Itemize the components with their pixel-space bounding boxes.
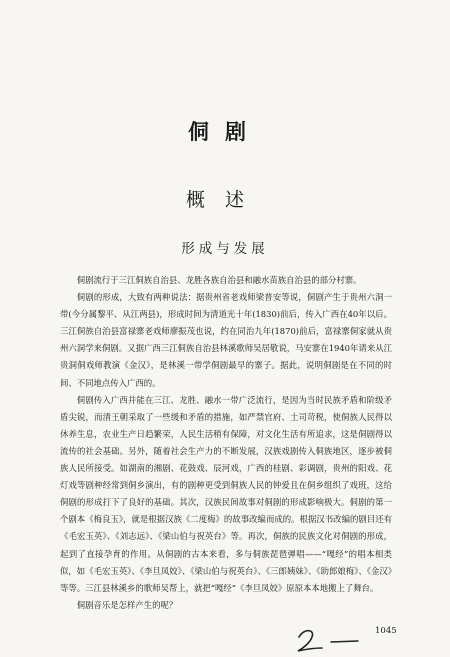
chapter-subtitle: 概述: [185, 189, 264, 211]
paragraph: 侗剧的形成，大致有两种说法：据贵州省老戏师梁普安等说，侗剧产生于贵州六洞一带(今分属黎平、从江两县)，形成时间为清道光十年(1830)前后，传入广西在40年以后。三江侗族自治县富禄寨老戏师廖振茂也说，约在同治九年(1870)前后，富禄寨侗家就从贵州六洞学来侗剧。又据广西三江侗族自治县林溪歌师吴居敬说，马安寨在1940年请来从江贵洞侗戏师教演《金汉》，是林溪一带学侗剧最早的寨子。据此，说明侗剧是在不同的时间、不同地点传入广西的。: [60, 292, 392, 388]
paragraph: 侗剧流行于三江侗族自治县、龙胜各族自治县和融水苗族自治县的部分村寨。: [76, 275, 362, 285]
page-number: 1045: [375, 626, 397, 636]
handwritten-mark: [295, 625, 365, 653]
paragraph: 侗剧传入广西并能在三江、龙胜、融水一带广泛流行，是因为当时民族矛盾和阶级矛盾尖锐，而清王朝采取了一些缓和矛盾的措施，如严禁官府、土司苛税，使侗族人民得以休养生息，农业生产日趋繁荣，人民生活稍有保障，对文化生活有所追求，这是侗剧得以流传的社会基础。另外，随着社会生产力的不断发展，汉族戏剧传入侗族地区，逐步被侗族人民所接受。如湖南的湘剧、花鼓戏、辰河戏，广西的桂剧、彩调剧，贵州的阳戏、花灯戏等剧种经常到侗乡演出，有的剧种更受到侗族人民的钟爱且在侗乡组织了戏班，这给侗剧的形成打下了良好的基础。其次，汉族民间故事对侗剧的形成影响极大。侗剧的第一个剧本《梅良玉》，就是根据汉族《二度梅》的故事改编而成的。根据汉书改编的剧目还有《毛宏玉英》、《刘志远》、《梁山伯与祝英台》等。再次，侗族的民族文化对侗剧的形成，起到了直接孕育的作用。从侗剧的古本来看，多与侗族琵琶弹唱——“嘎经”的唱本相类似，如《毛宏玉英》、《李旦凤姣》、《梁山伯与祝英台》、《三郎姨妹》、《助郎娘梅》、《金汉》等等。三江县林溪乡的歌师吴帮上，就把“嘎经”《李旦凤姣》原原本本地搬上了舞台。: [60, 394, 392, 593]
page-title: 侗剧: [188, 119, 262, 144]
section-heading: 形成与发展: [181, 241, 269, 257]
body-text: [60, 272, 392, 614]
paragraph: 侗剧音乐是怎样产生的呢？: [76, 599, 178, 610]
